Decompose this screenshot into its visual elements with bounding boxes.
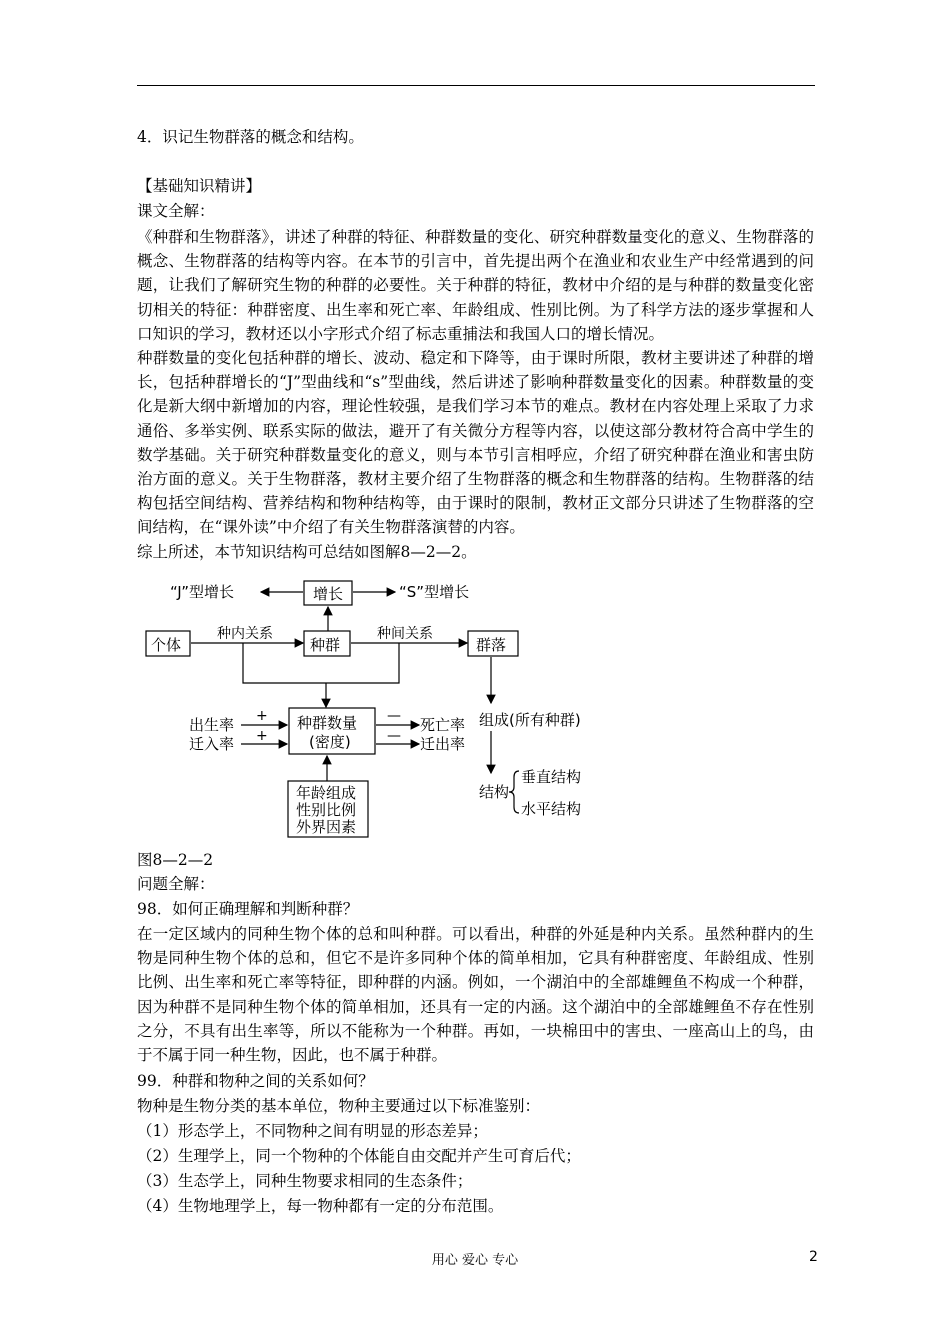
lesson-paragraph: 种群数量的变化包括种群的增长、波动、稳定和下降等，由于课时所限，教材主要讲述了种群的增长，包括种群增长的“J”型曲线和“s”型曲线，然后讲述了影响种群数量变化的因素。种群数量的变化是新大纲中新增加的内容，理论性较强，是我们学习本节的难点。教材在内容处理上采取了力求通俗、多举实例、联系实际的做法，避开了有关微分方程等内容，以使这部分教材符合高中学生的数学基础。关于研究种群数量变化的意义，则与本节引言相呼应，介绍了研究种群在渔业和害虫防治方面的意义。关于生物群落，教材主要介绍了生物群落的概念和生物群落的结构。生物群落的结构包括空间结构、营养结构和物种结构等，由于课时的限制，教材正文部分只讲述了生物群落的空间结构，在“课外读”中介绍了有关生物群落演替的内容。	[137, 349, 814, 537]
question-label: 问题全解：	[137, 875, 215, 893]
composition-label: 组成(所有种群)	[479, 711, 581, 729]
inter-relation-label: 种间关系	[377, 626, 433, 642]
pop-size-label: 种群数量	[297, 714, 358, 732]
individual-label: 个体	[151, 636, 182, 654]
j-growth-label: “J”型增长	[170, 583, 235, 601]
birth-rate-label: 出生率	[189, 716, 235, 734]
question-99-title: 99．种群和物种之间的关系如何？	[137, 1072, 374, 1090]
criteria-item: （1）形态学上，不同物种之间有明显的形态差异；	[137, 1122, 488, 1140]
criteria-item: （3）生态学上，同种生物要求相同的生态条件；	[137, 1172, 473, 1190]
minus-sign: —	[387, 728, 401, 744]
plus-sign: +	[256, 708, 268, 724]
knowledge-structure-diagram	[137, 575, 597, 845]
vertical-structure-label: 垂直结构	[521, 768, 582, 786]
population-label: 种群	[310, 636, 341, 654]
lesson-paragraph: 综上所述，本节知识结构可总结如图解8—2—2。	[137, 542, 477, 561]
immigration-label: 迁入率	[189, 735, 235, 753]
minus-sign: —	[387, 708, 401, 724]
lesson-body	[137, 225, 814, 564]
horizontal-structure-label: 水平结构	[521, 800, 582, 818]
figure-caption: 图8—2—2	[137, 851, 214, 869]
objective-item: 4．识记生物群落的概念和结构。	[137, 128, 364, 146]
growth-label: 增长	[313, 585, 344, 603]
answer-paragraph: 在一定区域内的同种生物个体的总和叫种群。可以看出，种群的外延是种内关系。虽然种群内的生物是同种生物个体的总和，但它不是许多同种个体的简单相加，它具有种群密度、年龄组成、性别比例、出生率和死亡率等特征，即种群的内涵。例如，一个湖泊中的全部雄鲤鱼不构成一个种群，因为种群不是同种生物个体的简单相加，还具有一定的内涵。这个湖泊中的全部雄鲤鱼不存在性别之分，不具有出生率等，所以不能称为一个种群。再如，一块棉田中的害虫、一座高山上的鸟，由于不属于同一种生物，因此，也不属于种群。	[137, 925, 814, 1065]
question-99-intro: 物种是生物分类的基本单位，物种主要通过以下标准鉴别：	[137, 1097, 541, 1115]
structure-label: 结构	[479, 783, 510, 801]
lesson-paragraph: 《种群和生物群落》，讲述了种群的特征、种群数量的变化、研究种群数量变化的意义、生物群落的概念、生物群落的结构等内容。在本节的引言中，首先提出两个在渔业和农业生产中经常遇到的问题，让我们了解研究生物的种群的必要性。关于种群的特征，教材中介绍的是与种群的数量变化密切相关的特征：种群密度、出生率和死亡率、年龄组成、性别比例。为了科学方法的逐步掌握和人口知识的学习，教材还以小字形式介绍了标志重捕法和我国人口的增长情况。	[137, 228, 814, 343]
emigration-label: 迁出率	[420, 735, 466, 753]
plus-sign: +	[256, 728, 268, 744]
question-98-title: 98．如何正确理解和判断种群？	[137, 900, 359, 918]
header-rule	[137, 85, 815, 86]
page-footer: 用心 爱心 专心	[431, 1253, 519, 1268]
question-98-answer	[137, 922, 814, 1067]
community-label: 群落	[476, 636, 507, 654]
density-label: (密度)	[309, 733, 351, 751]
page-number: 2	[809, 1249, 818, 1265]
intra-relation-label: 种内关系	[217, 626, 273, 642]
factor-label: 外界因素	[296, 818, 357, 836]
criteria-item: （2）生理学上，同一个物种的个体能自由交配并产生可育后代；	[137, 1147, 581, 1165]
death-rate-label: 死亡率	[420, 716, 466, 734]
criteria-item: （4）生物地理学上，每一物种都有一定的分布范围。	[137, 1197, 504, 1215]
s-growth-label: “S”型增长	[399, 583, 470, 601]
section-title: 【基础知识精讲】	[137, 177, 262, 195]
structure-brace	[509, 771, 519, 813]
factor-label: 年龄组成	[296, 784, 357, 802]
factor-label: 性别比例	[296, 801, 357, 819]
lesson-label: 课文全解：	[137, 202, 215, 220]
